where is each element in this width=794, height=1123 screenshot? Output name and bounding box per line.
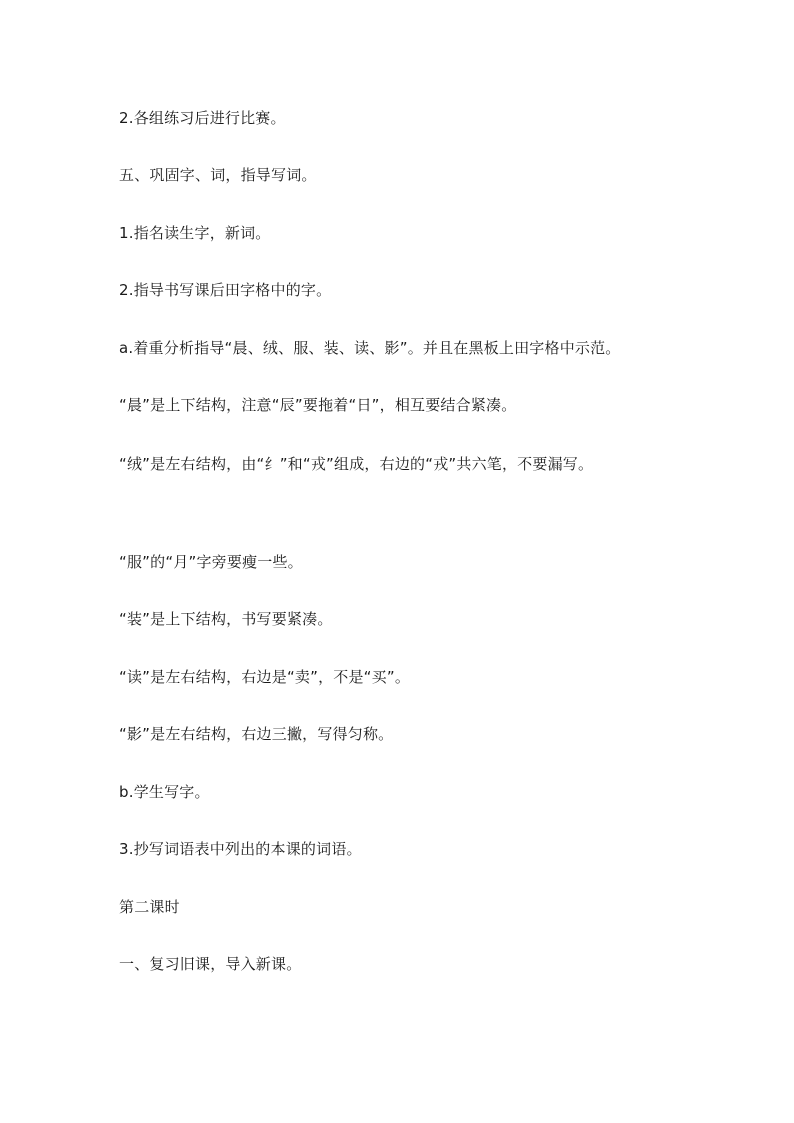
paragraph-copy-vocabulary: 3.抄写词语表中列出的本课的词语。 bbox=[119, 840, 362, 858]
paragraph-char-fu: “服”的“月”字旁要瘦一些。 bbox=[119, 553, 303, 571]
paragraph-analysis-guidance: a.着重分析指导“晨、绒、服、装、读、影”。并且在黑板上田字格中示范。 bbox=[119, 339, 621, 357]
paragraph-students-write: b.学生写字。 bbox=[119, 783, 210, 801]
paragraph-char-rong: “绒”是左右结构，由“纟”和“戎”组成，右边的“戎”共六笔，不要漏写。 bbox=[119, 455, 594, 473]
paragraph-read-new-words: 1.指名读生字，新词。 bbox=[119, 224, 271, 242]
paragraph-char-chen: “晨”是上下结构，注意“辰”要拖着“日”，相互要结合紧凑。 bbox=[119, 396, 517, 414]
heading-review-intro: 一、复习旧课，导入新课。 bbox=[119, 955, 302, 973]
paragraph-char-zhuang: “装”是上下结构，书写要紧凑。 bbox=[119, 610, 333, 628]
paragraph-writing-guidance: 2.指导书写课后田字格中的字。 bbox=[119, 281, 332, 299]
paragraph-char-du: “读”是左右结构，右边是“卖”，不是“买”。 bbox=[119, 668, 411, 686]
heading-second-lesson: 第二课时 bbox=[119, 898, 180, 916]
heading-section-five: 五、巩固字、词，指导写词。 bbox=[119, 166, 317, 184]
paragraph-group-practice-contest: 2.各组练习后进行比赛。 bbox=[119, 109, 286, 127]
paragraph-char-ying: “影”是左右结构，右边三撇，写得匀称。 bbox=[119, 725, 394, 743]
